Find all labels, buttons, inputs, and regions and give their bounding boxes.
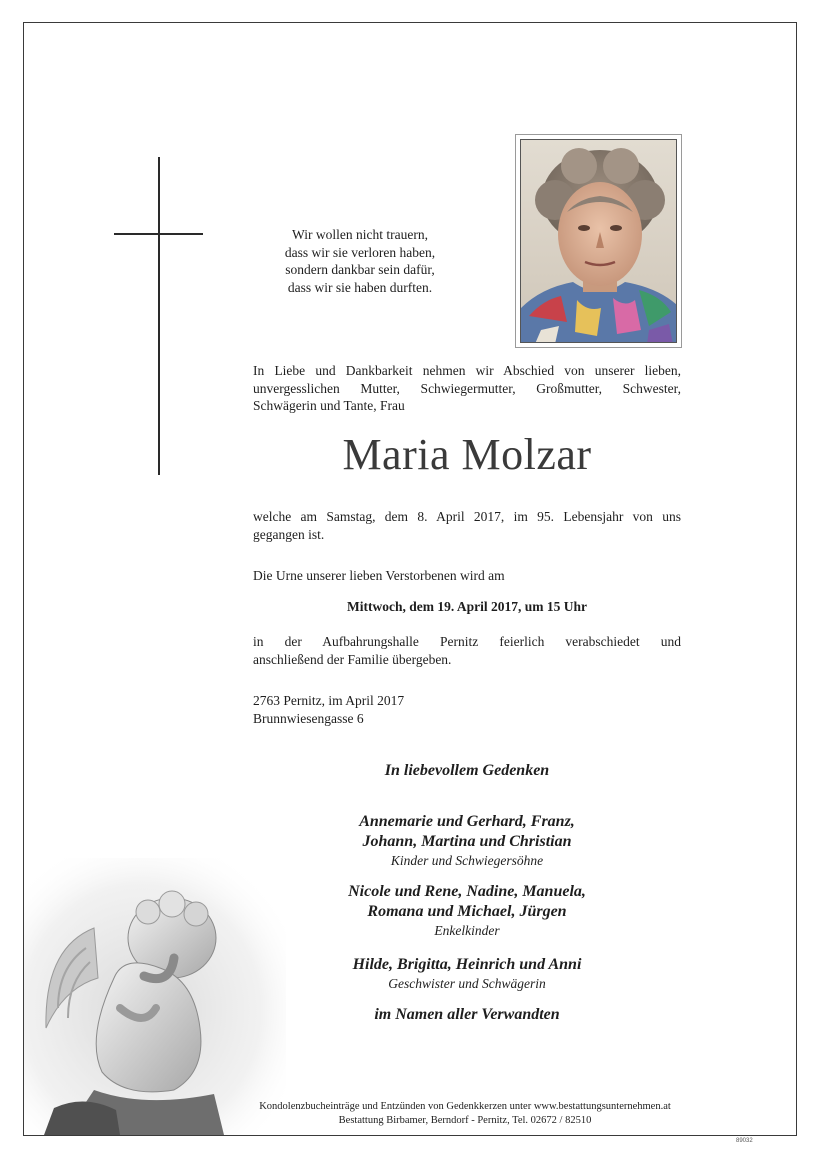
verse-line: Wir wollen nicht trauern, (292, 227, 428, 242)
mourning-title: In liebevollem Gedenken (384, 762, 550, 779)
footer-line: Bestattung Birbamer, Berndorf - Pernitz, Tel. 02672 / 82510 (338, 1115, 592, 1126)
angel-illustration (24, 858, 286, 1135)
text-line: welche am Samstag, dem 8. April 2017, im 95. Lebensjahr von uns (253, 509, 681, 524)
intro-paragraph (253, 362, 681, 415)
urn-text: Die Urne unserer lieben Verstorbenen wird am (253, 568, 505, 583)
closing-line: im Namen aller Verwandten (374, 1006, 560, 1023)
text-line: in der Aufbahrungshalle Pernitz feierlich verabschiedet und (253, 634, 681, 649)
text-line: unvergesslichen Mutter, Schwiegermutter, Großmutter, Schwester, (253, 380, 681, 396)
deceased-name: Maria Molzar (342, 430, 592, 479)
print-code: 89032 (736, 1138, 753, 1144)
mourner-names: Hilde, Brigitta, Heinrich und Anni (352, 956, 582, 973)
mourner-relation: Geschwister und Schwägerin (388, 976, 546, 991)
portrait-illustration (521, 140, 677, 343)
ceremony-date: Mittwoch, dem 19. April 2017, um 15 Uhr (347, 599, 587, 614)
verse-line: dass wir sie haben durften. (287, 279, 433, 295)
verse-line: dass wir sie verloren haben, (284, 244, 436, 260)
mourner-names: Johann, Martina und Christian (362, 833, 572, 850)
text-line: anschließend der Familie übergeben. (253, 651, 452, 667)
mourner-group (253, 955, 681, 992)
mourner-relation: Enkelkinder (434, 923, 500, 938)
address-line: 2763 Pernitz, im April 2017 (253, 693, 405, 708)
footer (230, 1100, 700, 1128)
memorial-verse (250, 226, 470, 296)
mourner-names: Romana und Michael, Jürgen (367, 903, 567, 920)
ceremony-place (253, 633, 681, 668)
mourner-group (253, 812, 681, 869)
text-line: In Liebe und Dankbarkeit nehmen wir Abschied von unserer lieben, (253, 363, 681, 378)
address-line: Brunnwiesengasse 6 (253, 710, 364, 726)
text-line: gegangen ist. (253, 526, 325, 542)
verse-line: sondern dankbar sein dafür, (285, 262, 435, 277)
mourner-names: Nicole und Rene, Nadine, Manuela, (348, 883, 586, 900)
address-block (253, 692, 681, 727)
mourner-names: Annemarie und Gerhard, Franz, (359, 813, 575, 830)
death-notice (253, 508, 681, 543)
mourner-group (253, 882, 681, 939)
mourner-relation: Kinder und Schwiegersöhne (390, 853, 544, 868)
footer-line: Kondolenzbucheinträge und Entzünden von Gedenkkerzen unter www.bestattungsunternehmen.at (259, 1101, 671, 1112)
text-line: Schwägerin und Tante, Frau (253, 398, 405, 413)
portrait-photo (515, 134, 682, 348)
